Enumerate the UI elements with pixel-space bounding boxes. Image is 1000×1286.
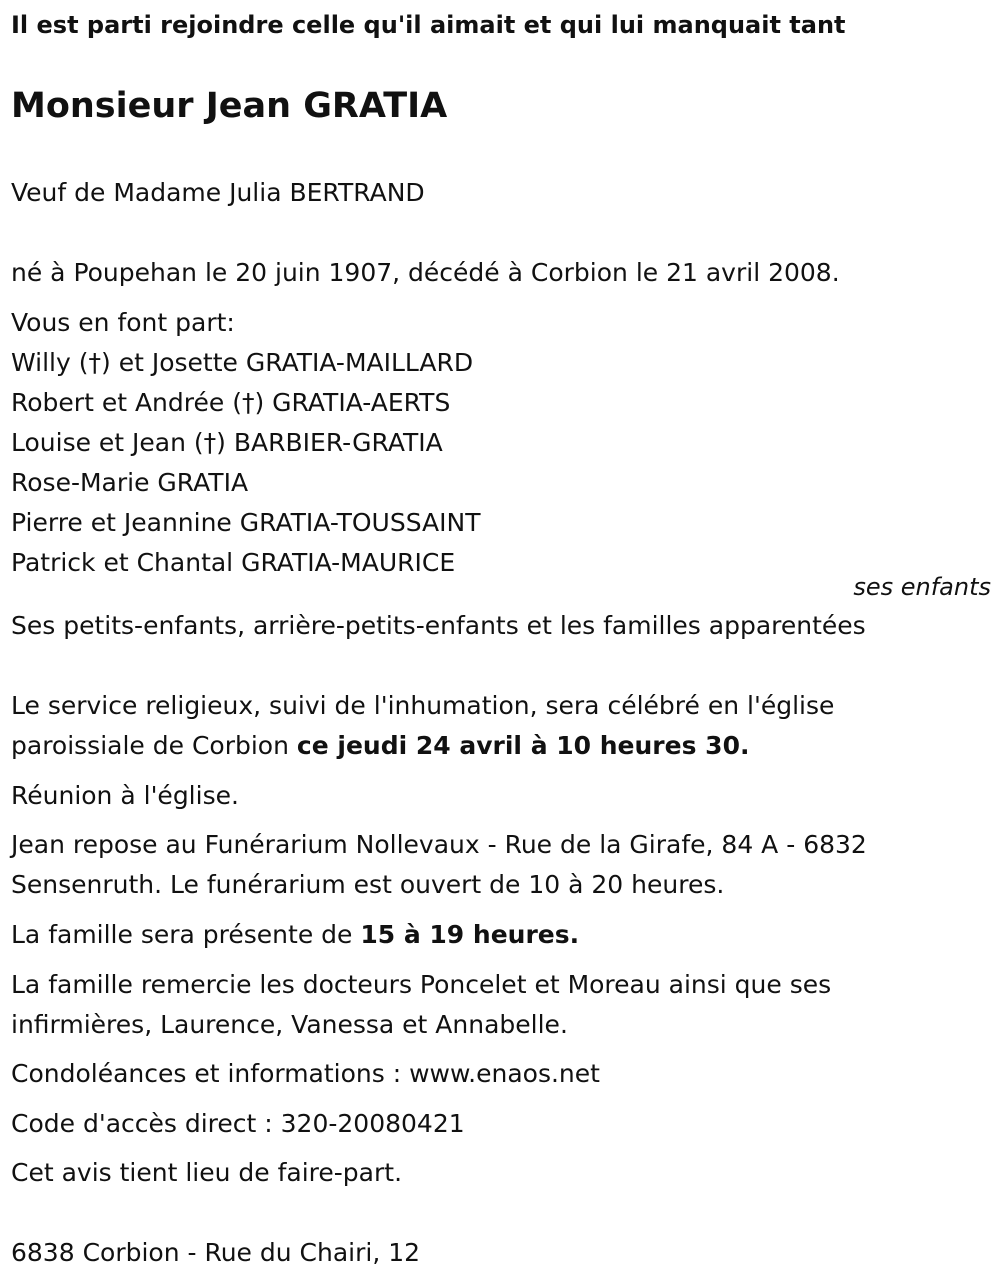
thanks-line-1: La famille remercie les docteurs Poncelet et Moreau ainsi que ses (11, 970, 832, 999)
notice-line: Cet avis tient lieu de faire-part. (11, 1158, 403, 1187)
intro-line: Il est parti rejoindre celle qu'il aimait et qui lui manquait tant (11, 11, 846, 39)
presence-hours: 15 à 19 heures. (360, 920, 580, 949)
list-item: Robert et Andrée (†) GRATIA-AERTS (11, 388, 451, 417)
thanks-line-2: infirmières, Laurence, Vanessa et Annabelle. (11, 1010, 568, 1039)
birth-death-line: né à Poupehan le 20 juin 1907, décédé à Corbion le 21 avril 2008. (11, 258, 840, 287)
list-item: Pierre et Jeannine GRATIA-TOUSSAINT (11, 508, 481, 537)
presence-line (11, 919, 579, 951)
address-line: 6838 Corbion - Rue du Chairi, 12 (11, 1238, 421, 1267)
meeting-line: Réunion à l'église. (11, 781, 239, 810)
announce-line: Vous en font part: (11, 308, 235, 337)
condolences-line: Condoléances et informations : www.enaos.net (11, 1059, 600, 1088)
service-date: ce jeudi 24 avril à 10 heures 30. (296, 731, 750, 760)
spouse-line: Veuf de Madame Julia BERTRAND (11, 178, 425, 207)
children-label: ses enfants (853, 573, 991, 601)
family-line: Ses petits-enfants, arrière-petits-enfants et les familles apparentées (11, 611, 866, 640)
list-item: Louise et Jean (†) BARBIER-GRATIA (11, 428, 443, 457)
service-text: paroissiale de Corbion (11, 731, 297, 760)
presence-text: La famille sera présente de (11, 920, 361, 949)
funeral-home-line-1: Jean repose au Funérarium Nollevaux - Rue de la Girafe, 84 A - 6832 (11, 830, 867, 859)
list-item: Rose-Marie GRATIA (11, 468, 249, 497)
list-item: Patrick et Chantal GRATIA-MAURICE (11, 548, 456, 577)
funeral-home-line-2: Sensenruth. Le funérarium est ouvert de 10 à 20 heures. (11, 870, 725, 899)
deceased-name: Monsieur Jean GRATIA (11, 86, 448, 126)
list-item: Willy (†) et Josette GRATIA-MAILLARD (11, 348, 474, 377)
access-code-line: Code d'accès direct : 320-20080421 (11, 1109, 465, 1138)
service-line-2 (11, 730, 749, 762)
service-line-1: Le service religieux, suivi de l'inhumation, sera célébré en l'église (11, 691, 835, 720)
